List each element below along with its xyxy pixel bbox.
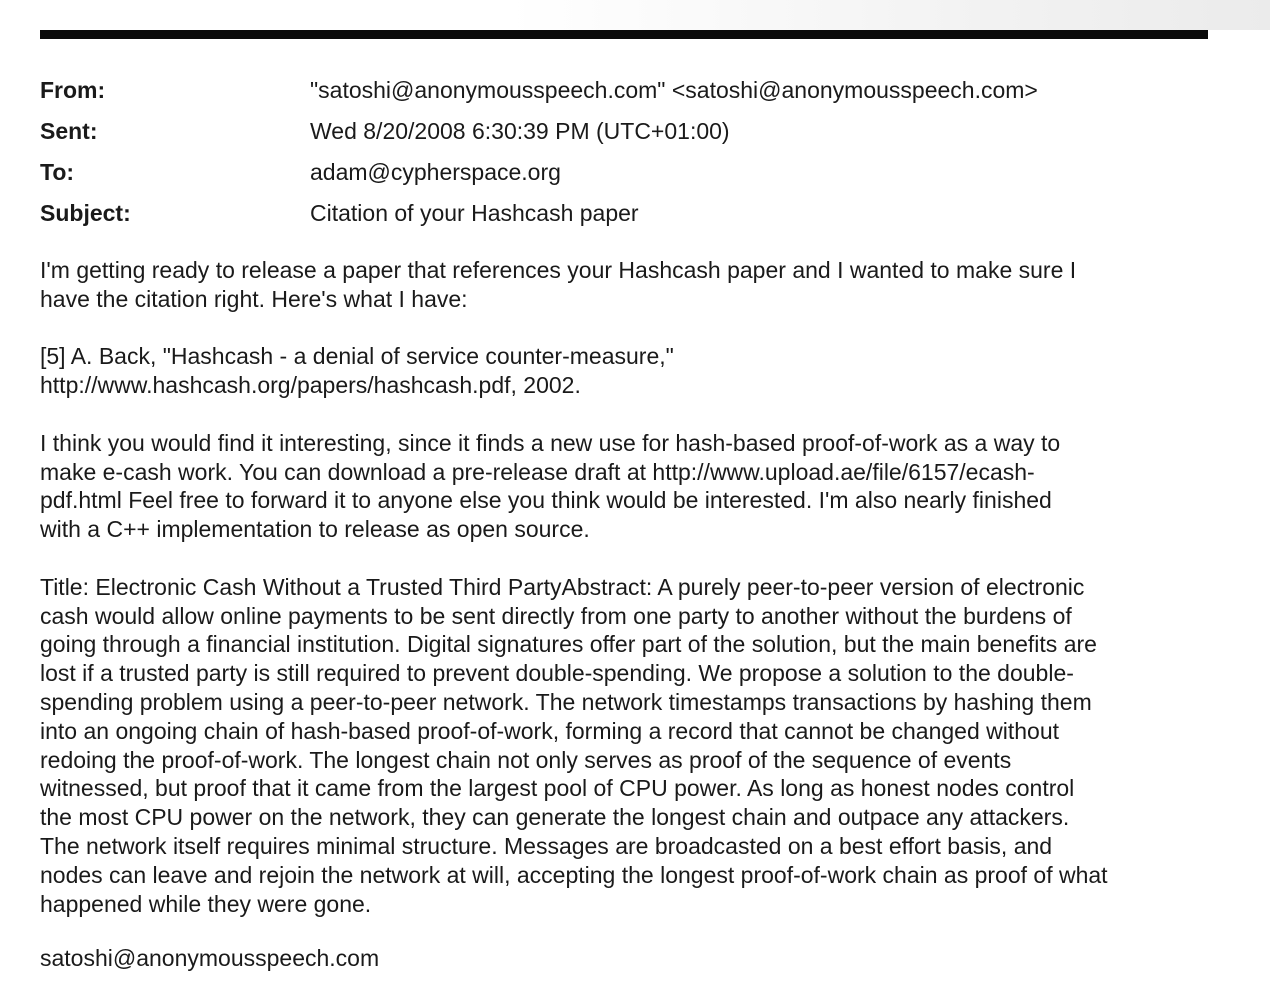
body-paragraph-citation: [5] A. Back, "Hashcash - a denial of service counter-measure," http://www.hashcash.org/papers/hashcash.pdf, 2002. <box>40 343 674 399</box>
body-paragraph-draft: I think you would find it interesting, since it finds a new use for hash-based proof-of-work as a way to make e-cash work. You can download a pre-release draft at http://www.upload.ae/file/6157/ecash- pdf.html Feel free to forward it to anyone else you think would be interested. I'm also nearly finished with a C++ implementation to release as open source. <box>40 429 1061 543</box>
sent-row <box>40 113 1220 154</box>
to-row <box>40 154 1220 195</box>
subject-label: Subject: <box>40 200 131 226</box>
body-paragraph-intro: I'm getting ready to release a paper that references your Hashcash paper and I wanted to make sure I have the citation right. Here's what I have: <box>40 257 1077 312</box>
to-value: adam@cypherspace.org <box>310 159 561 185</box>
subject-value: Citation of your Hashcash paper <box>310 200 639 226</box>
email-header <box>40 72 1220 236</box>
body-paragraph-abstract: Title: Electronic Cash Without a Trusted Third PartyAbstract: A purely peer-to-peer version of electronic cash would allow online payments to be sent directly from one party to another without the burdens of going through a financial institution. Digital signatures offer part of the solution, but the main benefits are lost if a trusted party is still required to prevent double-spending. We propose a solution to the double- spending problem using a peer-to-peer network. The network timestamps transactions by hashing them into an ongoing chain of hash-based proof-of-work, forming a record that cannot be changed without redoing the proof-of-work. The longest chain not only serves as proof of the sequence of events witnessed, but proof that it came from the largest pool of CPU power. As long as honest nodes control the most CPU power on the network, they can generate the longest chain and outpace any attackers. The network itself requires minimal structure. Messages are broadcasted on a best effort basis, and nodes can leave and rejoin the network at will, accepting the longest proof-of-work chain as proof of what happened while they were gone. <box>40 573 1108 917</box>
sent-label: Sent: <box>40 118 98 144</box>
subject-row <box>40 195 1220 236</box>
from-value: "satoshi@anonymousspeech.com" <satoshi@anonymousspeech.com> <box>310 77 1038 103</box>
email-body <box>40 256 1225 947</box>
from-label: From: <box>40 77 106 103</box>
to-label: To: <box>40 159 75 185</box>
sent-value: Wed 8/20/2008 6:30:39 PM (UTC+01:00) <box>310 118 730 144</box>
header-divider-bar <box>40 30 1208 39</box>
email-signature: satoshi@anonymousspeech.com <box>40 945 380 971</box>
page-top-edge <box>0 0 1270 30</box>
from-row <box>40 72 1220 113</box>
